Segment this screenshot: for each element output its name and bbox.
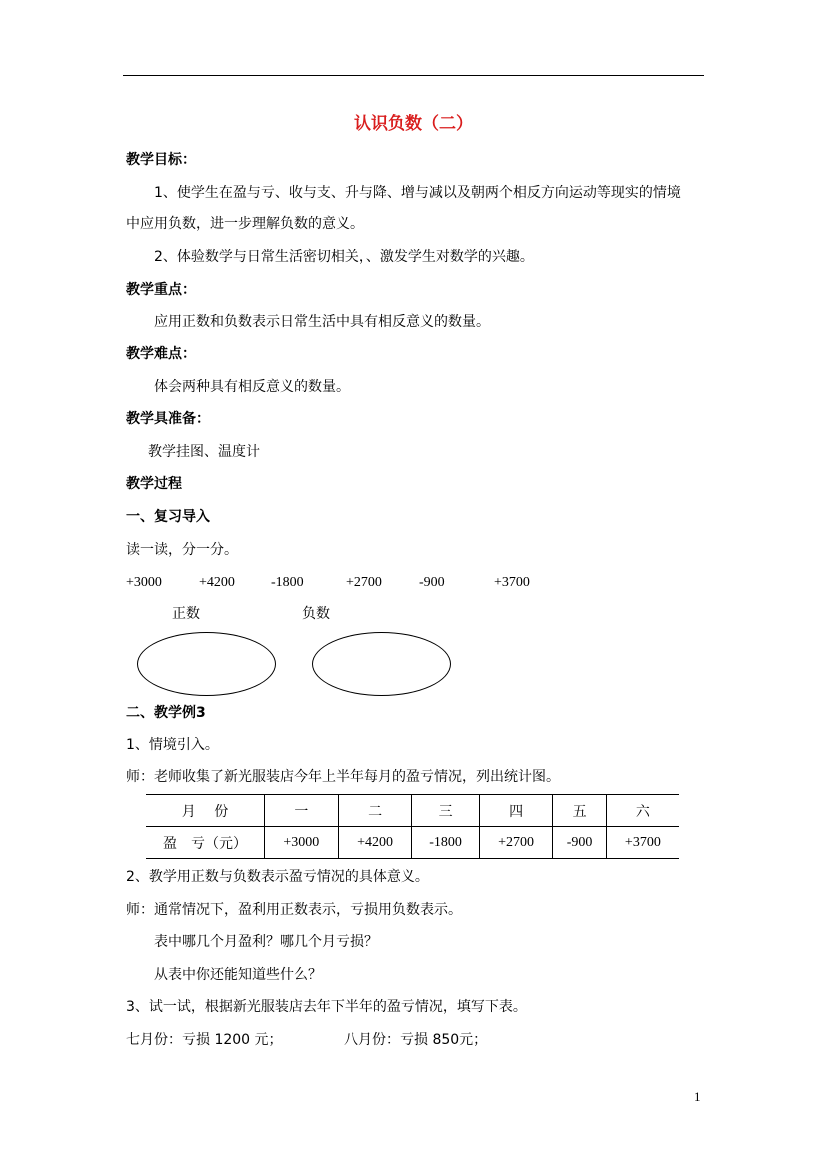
process-heading: 教学过程 (126, 476, 182, 492)
table-row (146, 827, 679, 859)
table-row-label: 盈 亏（元） (146, 827, 265, 859)
positive-ellipse (137, 632, 276, 696)
goal-item-2: 2、体验数学与日常生活密切相关，、激发学生对数学的兴趣。 (154, 249, 534, 265)
table-header-cell: 四 (479, 795, 553, 827)
number-item: +3000 (126, 575, 162, 590)
positive-label: 正数 (172, 606, 200, 622)
number-item: -1800 (271, 575, 304, 590)
table-cell: -900 (553, 827, 606, 859)
number-item: -900 (419, 575, 445, 590)
number-item: +2700 (346, 575, 382, 590)
step-2: 2、教学用正数与负数表示盈亏情况的具体意义。 (126, 869, 429, 885)
table-cell: +2700 (479, 827, 553, 859)
section-2-heading: 二、教学例3 (126, 705, 206, 721)
document-title: 认识负数（二） (354, 114, 473, 134)
negative-label: 负数 (302, 606, 330, 622)
section-1-instruction: 读一读，分一分。 (126, 542, 238, 558)
question-1: 表中哪几个月盈利？哪几个月亏损？ (154, 934, 378, 950)
table-cell: +4200 (338, 827, 412, 859)
table-cell: +3700 (606, 827, 679, 859)
table-header-cell: 月 份 (146, 795, 265, 827)
page-number: 1 (694, 1089, 701, 1104)
number-item: +4200 (199, 575, 235, 590)
key-points-text: 应用正数和负数表示日常生活中具有相反意义的数量。 (154, 314, 490, 330)
goals-heading: 教学目标： (126, 152, 196, 168)
tools-heading: 教学具准备： (126, 411, 210, 427)
goal-item-1-line-1: 1、使学生在盈与亏、收与支、升与降、增与减以及朝两个相反方向运动等现实的情境 (154, 185, 681, 201)
teacher-line-1: 师：老师收集了新光服装店今年上半年每月的盈亏情况，列出统计图。 (126, 769, 560, 785)
table-header-cell: 二 (338, 795, 412, 827)
goal-item-1-line-2: 中应用负数，进一步理解负数的意义。 (126, 216, 364, 232)
profit-loss-table (146, 794, 679, 859)
tools-text: 教学挂图、温度计 (148, 444, 260, 460)
step-3: 3、试一试，根据新光服装店去年下半年的盈亏情况，填写下表。 (126, 999, 527, 1015)
step-1: 1、情境引入。 (126, 737, 219, 753)
teacher-line-2: 师：通常情况下，盈利用正数表示，亏损用负数表示。 (126, 902, 462, 918)
key-points-heading: 教学重点： (126, 282, 196, 298)
table-row (146, 795, 679, 827)
table-cell: -1800 (412, 827, 479, 859)
difficulties-heading: 教学难点： (126, 346, 196, 362)
table-header-cell: 六 (606, 795, 679, 827)
header-rule (123, 75, 704, 76)
table-header-cell: 五 (553, 795, 606, 827)
difficulties-text: 体会两种具有相反意义的数量。 (154, 379, 350, 395)
table-header-cell: 三 (412, 795, 479, 827)
august-record: 八月份：亏损 850元； (344, 1032, 488, 1048)
number-item: +3700 (494, 575, 530, 590)
july-record: 七月份：亏损 1200 元； (126, 1032, 283, 1048)
table-header-cell: 一 (265, 795, 339, 827)
negative-ellipse (312, 632, 451, 696)
table-cell: +3000 (265, 827, 339, 859)
section-1-heading: 一、复习导入 (126, 509, 210, 525)
question-2: 从表中你还能知道些什么？ (154, 967, 322, 983)
